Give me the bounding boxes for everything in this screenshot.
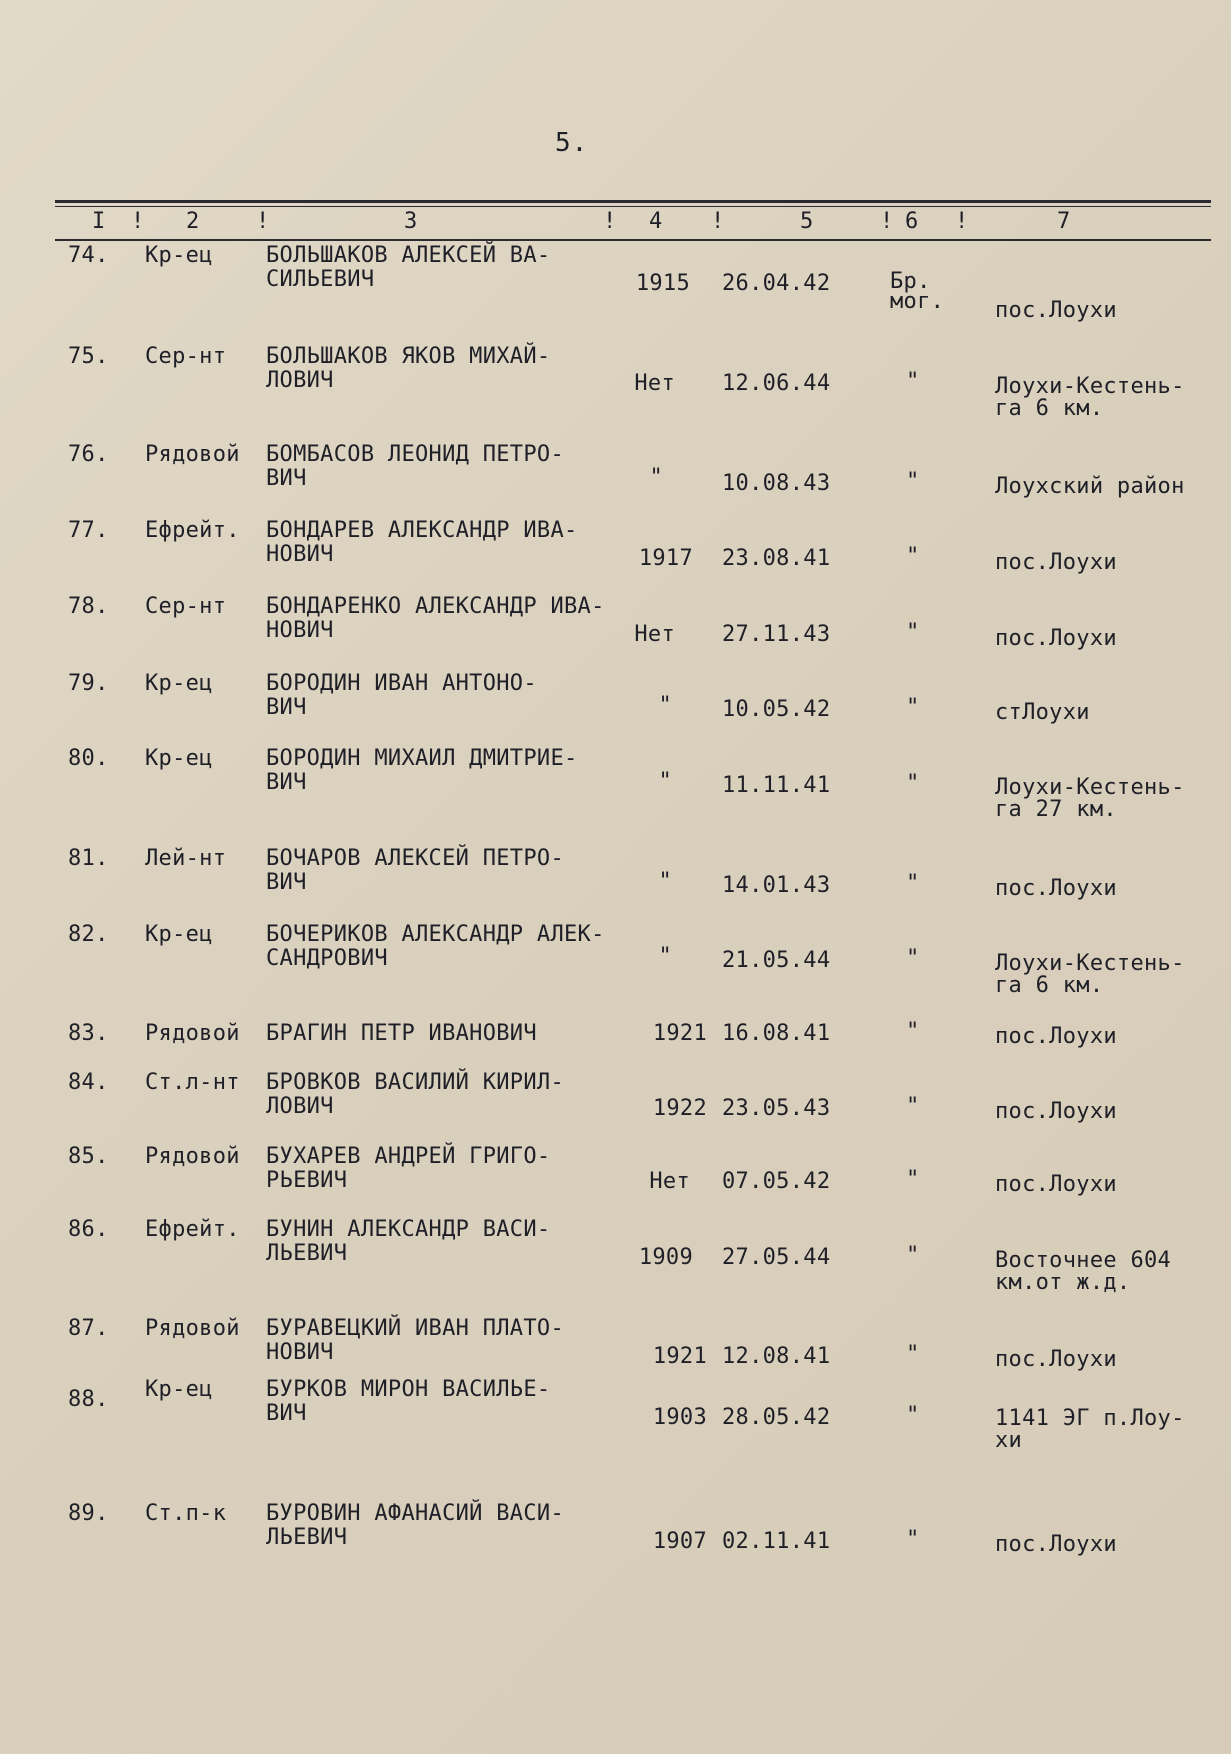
row-place: 1141 ЭГ п.Лоу- хи bbox=[995, 1406, 1185, 1453]
row-rank: Кр-ец bbox=[145, 1377, 213, 1402]
row-date: 14.01.43 bbox=[722, 873, 831, 898]
row-rank: Кр-ец bbox=[145, 243, 213, 268]
row-name-line1: БУРАВЕЦКИЙ ИВАН ПЛАТО- bbox=[266, 1316, 564, 1341]
header-separator: ! bbox=[131, 209, 145, 234]
row-number: 78. bbox=[68, 594, 109, 619]
row-date: 11.11.41 bbox=[722, 773, 831, 798]
row-place: пос.Лоухи bbox=[995, 876, 1117, 901]
row-rank: Кр-ец bbox=[145, 746, 213, 771]
row-date: 12.06.44 bbox=[722, 371, 831, 396]
row-name-line2: СИЛЬЕВИЧ bbox=[266, 267, 375, 292]
row-rank: Сер-нт bbox=[145, 344, 227, 369]
row-name-line2: ЛЬЕВИЧ bbox=[266, 1525, 348, 1550]
row-name-line2: РЬЕВИЧ bbox=[266, 1168, 348, 1193]
row-name-line1: БУРОВИН АФАНАСИЙ ВАСИ- bbox=[266, 1501, 564, 1526]
row-place: Лоухи-Кестень- га 27 км. bbox=[995, 775, 1185, 822]
row-date: 12.08.41 bbox=[722, 1344, 831, 1369]
row-year: 1921 bbox=[652, 1021, 707, 1046]
row-date: 23.05.43 bbox=[722, 1096, 831, 1121]
row-name-line1: БОЧЕРИКОВ АЛЕКСАНДР АЛЕК- bbox=[266, 922, 605, 947]
row-place: пос.Лоухи bbox=[995, 1099, 1117, 1124]
row-number: 89. bbox=[68, 1501, 109, 1526]
row-number: 81. bbox=[68, 846, 109, 871]
row-rank: Ст.п-к bbox=[145, 1501, 227, 1526]
row-date: 27.11.43 bbox=[722, 622, 831, 647]
row-name-line1: БУРКОВ МИРОН ВАСИЛЬЕ- bbox=[266, 1377, 551, 1402]
header-col-3: 3 bbox=[404, 209, 418, 234]
row-burial: Бр. мог. bbox=[890, 269, 945, 314]
row-burial: " bbox=[906, 1342, 920, 1367]
header-separator: ! bbox=[955, 209, 969, 234]
row-place: пос.Лоухи bbox=[995, 1532, 1117, 1557]
row-rank: Сер-нт bbox=[145, 594, 227, 619]
row-year: 1921 bbox=[652, 1344, 707, 1369]
row-name-line2: НОВИЧ bbox=[266, 618, 334, 643]
row-burial: " bbox=[906, 1019, 920, 1044]
header-bottom-rule bbox=[55, 239, 1211, 241]
row-rank: Рядовой bbox=[145, 1316, 240, 1341]
row-burial: " bbox=[906, 695, 920, 720]
row-number: 83. bbox=[68, 1021, 109, 1046]
row-year: 1922 bbox=[652, 1096, 707, 1121]
row-place: Восточнее 604 км.от ж.д. bbox=[995, 1248, 1172, 1295]
row-rank: Рядовой bbox=[145, 1021, 240, 1046]
row-burial: " bbox=[906, 1403, 920, 1428]
row-number: 82. bbox=[68, 922, 109, 947]
row-date: 27.05.44 bbox=[722, 1245, 831, 1270]
row-number: 80. bbox=[68, 746, 109, 771]
header-separator: ! bbox=[256, 209, 270, 234]
row-number: 84. bbox=[68, 1070, 109, 1095]
row-date: 21.05.44 bbox=[722, 948, 831, 973]
row-name-line1: БОНДАРЕНКО АЛЕКСАНДР ИВА- bbox=[266, 594, 605, 619]
row-year: " bbox=[649, 465, 663, 490]
row-rank: Кр-ец bbox=[145, 922, 213, 947]
row-place: пос.Лоухи bbox=[995, 1347, 1117, 1372]
row-date: 10.08.43 bbox=[722, 471, 831, 496]
row-burial: " bbox=[906, 544, 920, 569]
row-name-line2: ВИЧ bbox=[266, 695, 307, 720]
row-name-line2: ЛОВИЧ bbox=[266, 368, 334, 393]
row-place: пос.Лоухи bbox=[995, 550, 1117, 575]
header-separator: ! bbox=[711, 209, 725, 234]
row-date: 26.04.42 bbox=[722, 271, 831, 296]
row-rank: Рядовой bbox=[145, 1144, 240, 1169]
row-name-line2: НОВИЧ bbox=[266, 542, 334, 567]
row-place: пос.Лоухи bbox=[995, 626, 1117, 651]
row-name-line1: БУХАРЕВ АНДРЕЙ ГРИГО- bbox=[266, 1144, 551, 1169]
header-col-6: 6 bbox=[905, 209, 919, 234]
row-number: 79. bbox=[68, 671, 109, 696]
header-col-5: 5 bbox=[800, 209, 814, 234]
row-year: 1909 bbox=[638, 1245, 693, 1270]
row-number: 76. bbox=[68, 442, 109, 467]
header-col-1: I bbox=[92, 209, 106, 234]
row-place: Лоухский район bbox=[995, 474, 1185, 499]
row-rank: Ефрейт. bbox=[145, 518, 240, 543]
header-col-4: 4 bbox=[649, 209, 663, 234]
header-separator: ! bbox=[603, 209, 617, 234]
row-place: стЛоухи bbox=[995, 700, 1090, 725]
row-name-line1: БОРОДИН ИВАН АНТОНО- bbox=[266, 671, 537, 696]
row-name-line2: НОВИЧ bbox=[266, 1340, 334, 1365]
row-burial: " bbox=[906, 1167, 920, 1192]
row-name-line2: ВИЧ bbox=[266, 1401, 307, 1426]
table-top-rule bbox=[55, 200, 1211, 203]
row-name-line1: БОЛЬШАКОВ ЯКОВ МИХАЙ- bbox=[266, 344, 551, 369]
row-number: 77. bbox=[68, 518, 109, 543]
row-year: 1903 bbox=[652, 1405, 707, 1430]
row-year: 1915 bbox=[635, 271, 690, 296]
row-place: пос.Лоухи bbox=[995, 1172, 1117, 1197]
header-separator: ! bbox=[880, 209, 894, 234]
row-name-line1: БОМБАСОВ ЛЕОНИД ПЕТРО- bbox=[266, 442, 564, 467]
row-year: " bbox=[658, 869, 672, 894]
row-burial: " bbox=[906, 1527, 920, 1552]
row-burial: " bbox=[906, 369, 920, 394]
row-burial: " bbox=[906, 469, 920, 494]
row-year: 1907 bbox=[652, 1529, 707, 1554]
row-burial: " bbox=[906, 1094, 920, 1119]
row-name-line1: БОНДАРЕВ АЛЕКСАНДР ИВА- bbox=[266, 518, 578, 543]
row-name-line2: ВИЧ bbox=[266, 466, 307, 491]
row-date: 16.08.41 bbox=[722, 1021, 831, 1046]
row-rank: Ст.л-нт bbox=[145, 1070, 240, 1095]
row-year: " bbox=[658, 693, 672, 718]
row-name-line1: БРАГИН ПЕТР ИВАНОВИЧ bbox=[266, 1021, 537, 1046]
row-rank: Ефрейт. bbox=[145, 1217, 240, 1242]
row-name-line2: ВИЧ bbox=[266, 770, 307, 795]
row-number: 85. bbox=[68, 1144, 109, 1169]
header-col-7: 7 bbox=[1057, 209, 1071, 234]
row-number: 74. bbox=[68, 243, 109, 268]
row-number: 86. bbox=[68, 1217, 109, 1242]
page-number: 5. bbox=[555, 128, 589, 158]
row-name-line2: ЛЬЕВИЧ bbox=[266, 1241, 348, 1266]
row-name-line1: БОЧАРОВ АЛЕКСЕЙ ПЕТРО- bbox=[266, 846, 564, 871]
row-name-line1: БОРОДИН МИХАИЛ ДМИТРИЕ- bbox=[266, 746, 578, 771]
row-rank: Лей-нт bbox=[145, 846, 227, 871]
row-name-line2: ЛОВИЧ bbox=[266, 1094, 334, 1119]
row-name-line1: БРОВКОВ ВАСИЛИЙ КИРИЛ- bbox=[266, 1070, 564, 1095]
row-name-line1: БОЛЬШАКОВ АЛЕКСЕЙ ВА- bbox=[266, 243, 551, 268]
row-name-line2: САНДРОВИЧ bbox=[266, 946, 388, 971]
row-year: " bbox=[658, 944, 672, 969]
row-burial: " bbox=[906, 771, 920, 796]
row-burial: " bbox=[906, 946, 920, 971]
row-number: 88. bbox=[68, 1387, 109, 1412]
row-place: Лоухи-Кестень- га 6 км. bbox=[995, 374, 1185, 421]
row-name-line1: БУНИН АЛЕКСАНДР ВАСИ- bbox=[266, 1217, 551, 1242]
row-place: пос.Лоухи bbox=[995, 298, 1117, 323]
row-place: Лоухи-Кестень- га 6 км. bbox=[995, 951, 1185, 998]
table-top-rule-thin bbox=[55, 206, 1211, 207]
row-year: Нет bbox=[649, 1169, 690, 1194]
row-year: Нет bbox=[634, 371, 675, 396]
row-date: 23.08.41 bbox=[722, 546, 831, 571]
row-date: 10.05.42 bbox=[722, 697, 831, 722]
row-year: " bbox=[658, 769, 672, 794]
row-year: 1917 bbox=[638, 546, 693, 571]
row-name-line2: ВИЧ bbox=[266, 870, 307, 895]
row-date: 28.05.42 bbox=[722, 1405, 831, 1430]
row-place: пос.Лоухи bbox=[995, 1024, 1117, 1049]
row-number: 87. bbox=[68, 1316, 109, 1341]
row-rank: Кр-ец bbox=[145, 671, 213, 696]
row-burial: " bbox=[906, 620, 920, 645]
row-burial: " bbox=[906, 871, 920, 896]
row-date: 02.11.41 bbox=[722, 1529, 831, 1554]
row-rank: Рядовой bbox=[145, 442, 240, 467]
row-year: Нет bbox=[634, 622, 675, 647]
header-col-2: 2 bbox=[186, 209, 200, 234]
row-burial: " bbox=[906, 1243, 920, 1268]
row-number: 75. bbox=[68, 344, 109, 369]
row-date: 07.05.42 bbox=[722, 1169, 831, 1194]
